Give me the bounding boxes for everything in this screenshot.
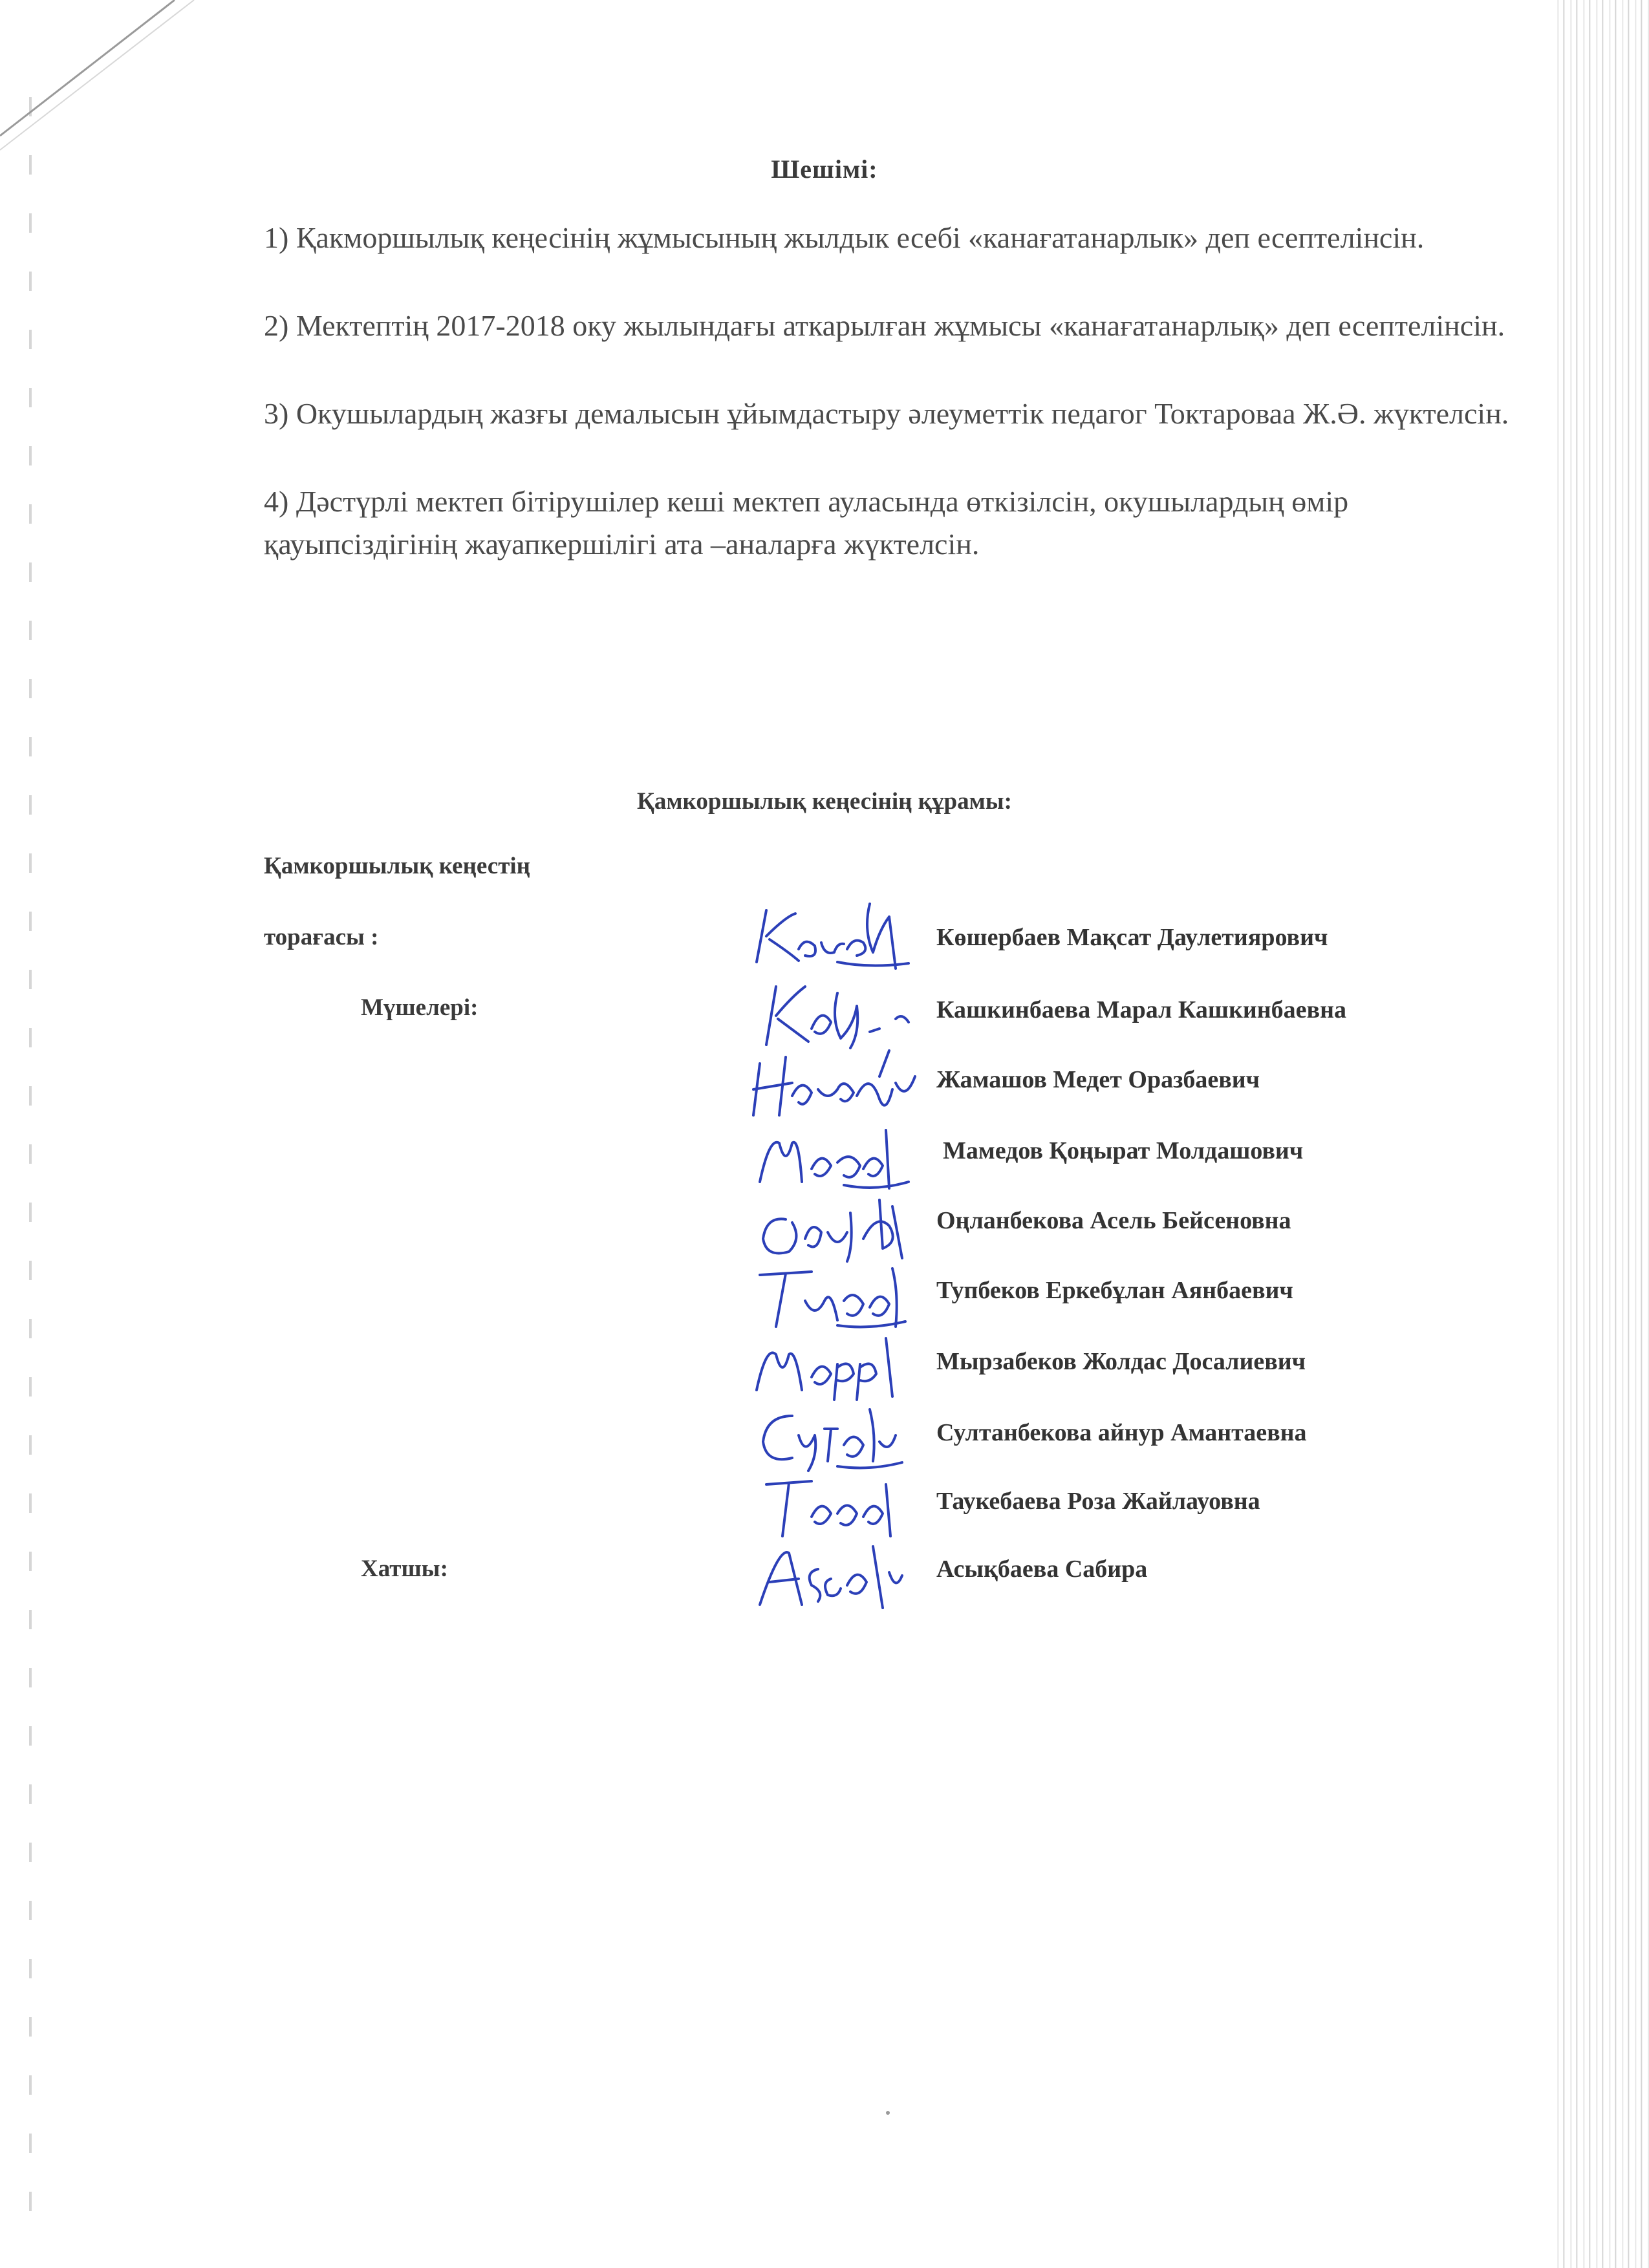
decisions-list <box>264 217 1525 611</box>
scan-speck <box>886 2111 890 2115</box>
decision-item-3: 3) Окушылардың жазғы демалысын ұйымдастыру әлеуметтік педагог Токтароваа Ж.Ә. жүктелсін. <box>264 397 1509 430</box>
member-name-secretary: Асықбаева Сабира <box>936 1556 1148 1583</box>
member-name: Кашкинбаева Марал Кашкинбаевна <box>936 996 1346 1023</box>
member-name: Жамашов Медет Оразбаевич <box>936 1066 1260 1093</box>
member-name-chair: Көшербаев Мақсат Даулетиярович <box>936 924 1328 951</box>
decision-item-1: 1) Қакморшылық кеңесінің жұмысының жылдык есебі «канағатанарлык» деп есептелінсін. <box>264 221 1425 254</box>
composition-heading: Қамкоршылық кеңесінің құрамы: <box>637 788 1012 815</box>
chair-label-line1: Қамкоршылық кеңестің <box>264 853 530 879</box>
signature-mark <box>740 891 928 975</box>
member-name: Мырзабеков Жолдас Досалиевич <box>936 1348 1306 1375</box>
members-label: Мүшелері: <box>361 994 479 1021</box>
member-name: Оңланбекова Асель Бейсеновна <box>936 1207 1291 1234</box>
member-name: Таукебаева Роза Жайлауовна <box>936 1488 1260 1515</box>
member-name: Мамедов Қоңырат Молдашович <box>943 1137 1304 1164</box>
signature-mark <box>740 1527 928 1611</box>
decision-item-4: 4) Дәстүрлі мектеп бітірушілер кеші мектеп ауласында өткізілсін, окушылардың өмір қауыпсіздігінің жауапкершілігі ата –аналарға жүктелсін. <box>264 485 1349 561</box>
member-name: Султанбекова айнур Амантаевна <box>936 1419 1307 1446</box>
chair-label-line2: торағасы : <box>264 924 379 950</box>
signature-mark <box>740 1038 928 1122</box>
decision-item-2: 2) Мектептің 2017-2018 оку жылындағы аткарылған жұмысы «канағатанарлық» деп есептелінсін. <box>264 309 1505 342</box>
document-title: Шешімі: <box>771 155 878 184</box>
member-name: Тупбеков Еркебұлан Аянбаевич <box>936 1277 1293 1304</box>
folded-corner-mark <box>0 0 207 155</box>
secretary-label: Хатшы: <box>361 1556 448 1582</box>
scan-edge-left-marks <box>29 97 32 2231</box>
scan-edge-stripes <box>1552 0 1649 2268</box>
